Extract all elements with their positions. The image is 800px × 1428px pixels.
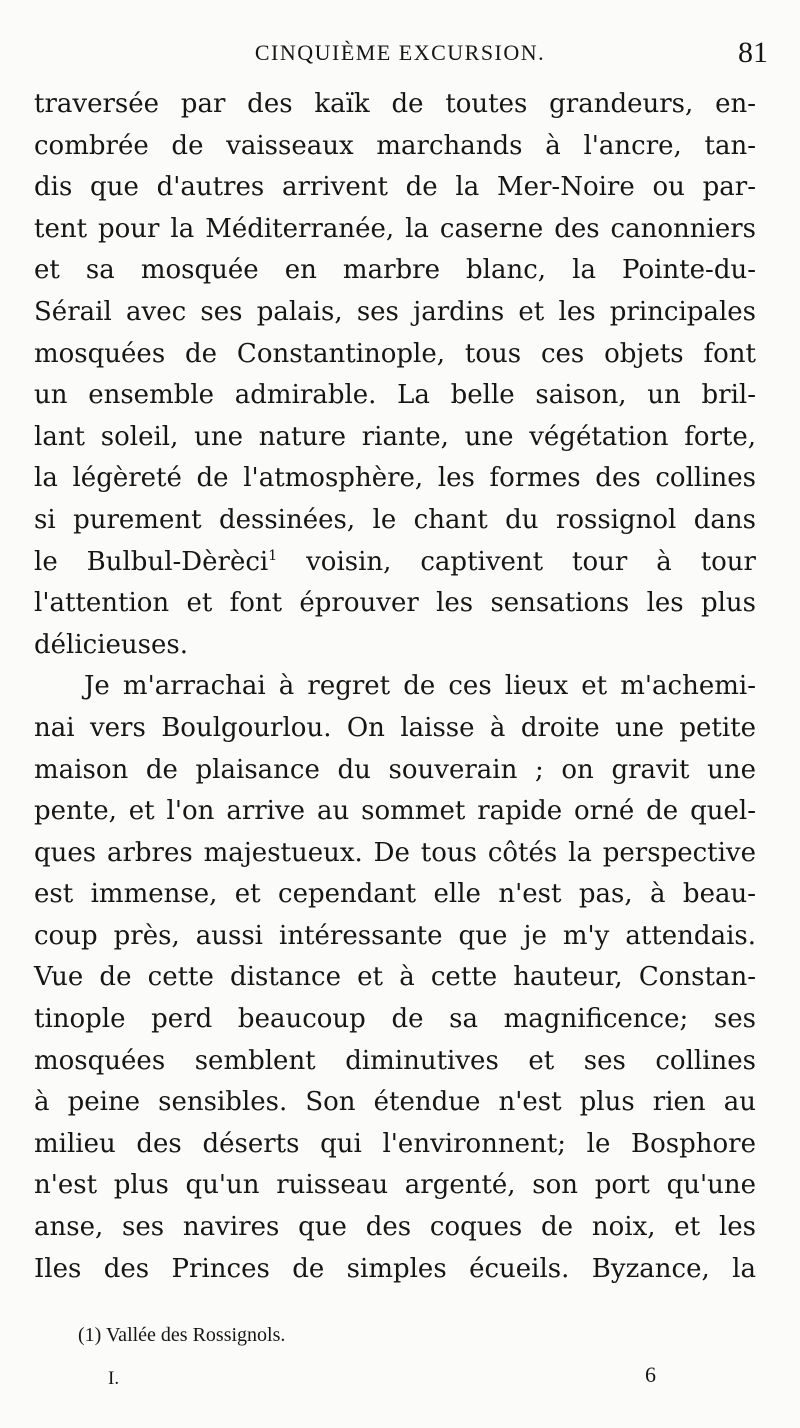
text-line: nai vers Boulgourlou. On laisse à droite une petite <box>34 712 756 743</box>
text-line: est immense, et cependant elle n'est pas, à beau- <box>34 879 756 910</box>
footnote: (1) Vallée des Rossignols. <box>78 1324 286 1346</box>
text-line: coup près, aussi intéressante que je m'y attendais. <box>34 920 756 951</box>
text-line: l'attention et font éprouver les sensations les plus <box>34 588 756 619</box>
text-line: lant soleil, une nature riante, une végétation forte, <box>34 421 756 452</box>
text-line: si purement dessinées, le chant du rossignol dans <box>34 504 756 535</box>
page-number: 81 <box>738 36 768 69</box>
text-line: la légèreté de l'atmosphère, les formes des collines <box>34 463 756 494</box>
text-line: traversée par des kaïk de toutes grandeurs, en- <box>34 89 756 119</box>
text-line: à peine sensibles. Son étendue n'est plus rien au <box>34 1087 756 1118</box>
text-line: pente, et l'on arrive au sommet rapide orné de quel- <box>34 796 756 827</box>
show-through-shadow <box>190 1280 770 1320</box>
paragraph-start-line: Je m'arrachai à regret de ces lieux et m'achemi- <box>84 671 756 702</box>
text-line: tent pour la Méditerranée, la caserne des canonniers <box>34 213 756 244</box>
text-line: un ensemble admirable. La belle saison, un bril- <box>34 380 756 411</box>
line-start: le Bulbul-Dèrèci <box>34 546 269 577</box>
running-title: CINQUIÈME EXCURSION. <box>254 40 546 65</box>
page-header <box>32 36 768 82</box>
text-line: Sérail avec ses palais, ses jardins et les principales <box>34 296 756 327</box>
text-line: milieu des déserts qui l'environnent; le Bosphore <box>34 1128 756 1159</box>
gathering-signature-number: 6 <box>645 1362 656 1387</box>
text-line: n'est plus qu'un ruisseau argenté, son port qu'une <box>34 1170 756 1201</box>
volume-signature-mark: I. <box>108 1368 120 1389</box>
text-line: Vue de cette distance et à cette hauteur, Constan- <box>34 962 756 993</box>
body-text <box>34 84 756 1290</box>
text-line: délicieuses. <box>34 629 189 660</box>
text-line: et sa mosquée en marbre blanc, la Pointe-du- <box>34 255 756 286</box>
line-end: voisin, captivent tour à tour <box>277 546 756 577</box>
text-line-with-note <box>34 542 756 584</box>
text-line: combrée de vaisseaux marchands à l'ancre, tan- <box>34 130 756 161</box>
text-line: mosquées semblent diminutives et ses collines <box>34 1045 756 1076</box>
text-line: ques arbres majestueux. De tous côtés la perspective <box>34 837 756 868</box>
text-line: anse, ses navires que des coques de noix, et les <box>34 1212 756 1243</box>
text-line: maison de plaisance du souverain ; on gravit une <box>34 754 756 785</box>
text-line: mosquées de Constantinople, tous ces objets font <box>34 338 756 369</box>
text-line: tinople perd beaucoup de sa magnificence; ses <box>34 1004 756 1035</box>
text-line: dis que d'autres arrivent de la Mer-Noire ou par- <box>34 172 756 203</box>
footnote-marker: 1 <box>268 547 278 564</box>
text-line: Iles des Princes de simples écueils. Byzance, la <box>34 1253 756 1284</box>
